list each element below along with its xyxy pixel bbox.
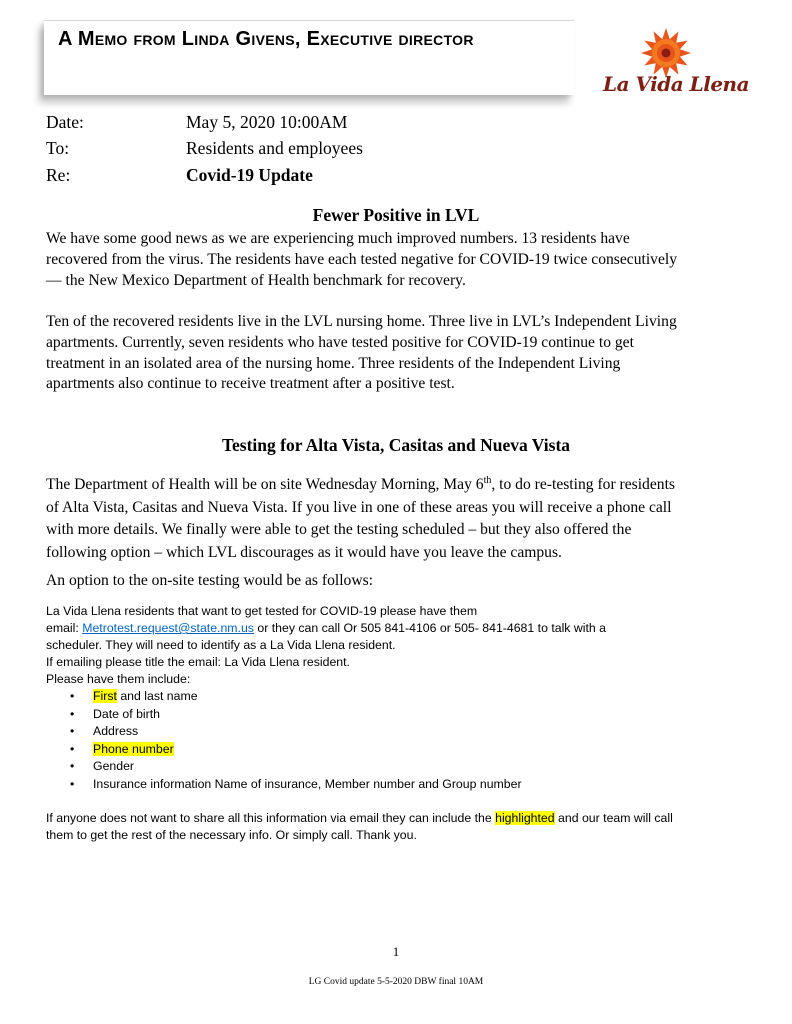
re-row (46, 165, 313, 186)
list-item: • Address (46, 723, 522, 741)
paragraph-recovered-residents (46, 312, 746, 395)
logo-wordmark: La Vida Llena (603, 72, 750, 96)
list-item: • Date of birth (46, 706, 522, 724)
text-line: them to get the rest of the necessary info. Or simply call. Thank you. (46, 828, 417, 842)
section-heading-testing: Testing for Alta Vista, Casitas and Nueva Vista (221, 435, 571, 455)
text-line: scheduler. They will need to identify as a La Vida Llena resident. (46, 638, 396, 652)
bullet-icon: • (70, 776, 75, 791)
highlighted-text: First (93, 689, 117, 703)
text-line: If emailing please title the email: La Vida Llena resident. (46, 655, 350, 669)
highlighted-text: highlighted (495, 811, 555, 825)
paragraph-testing (46, 470, 746, 564)
list-item: • Insurance information Name of insurance, Member number and Group number (46, 776, 522, 794)
bullet-icon: • (70, 689, 75, 703)
list-item: • First and last name (46, 688, 522, 706)
text-line: following option – which LVL discourages as it would have you leave the campus. (46, 543, 562, 561)
option-line: An option to the on-site testing would be as follows: (46, 572, 374, 589)
text-line: Ten of the recovered residents live in the LVL nursing home. Three live in LVL’s Independent Living (46, 313, 677, 330)
to-label: To: (46, 138, 70, 158)
required-info-list (46, 688, 522, 793)
paragraph-good-news (46, 229, 746, 291)
text-line: recovered from the virus. The residents have each tested negative for COVID-19 twice consecutively (46, 250, 678, 268)
bullet-icon: • (70, 759, 75, 773)
list-item (46, 741, 522, 759)
text-line: treatment in an isolated area of the nursing home. Three residents of the Independent Living (46, 354, 621, 372)
date-row (46, 112, 347, 133)
text-line: email: Metrotest.request@state.nm.us or they can call Or 505 841-4106 or 505- 841-4681 to talk with a (46, 621, 606, 635)
text-line: apartments. Currently, seven residents who have tested positive for COVID-19 continue to get (46, 333, 634, 351)
email-link[interactable]: Metrotest.request@state.nm.us (82, 621, 254, 635)
footer-text: LG Covid update 5-5-2020 DBW final 10AM (308, 977, 484, 987)
instructions-block (46, 603, 606, 688)
text-line: with more details. We finally were able to get the testing scheduled – but they also offered the (46, 521, 632, 539)
closing-paragraph (46, 810, 673, 844)
re-label: Re: (46, 165, 71, 185)
page-number: 1 (392, 944, 400, 959)
text-line: of Alta Vista, Casitas and Nueva Vista. If you live in one of these areas you will receive a phone call (46, 498, 672, 516)
text-line: La Vida Llena residents that want to get tested for COVID-19 please have them (46, 604, 478, 618)
to-value: Residents and employees (186, 138, 363, 158)
re-value: Covid-19 Update (186, 165, 313, 185)
date-value: May 5, 2020 10:00AM (186, 112, 348, 132)
date-label: Date: (46, 112, 84, 132)
text-line: The Department of Health will be on site Wednesday Morning, May 6th, to do re-testing for residents (46, 475, 675, 494)
to-row (46, 138, 363, 159)
highlighted-text: Phone number (93, 741, 174, 756)
text-line: We have some good news as we are experiencing much improved numbers. 13 residents have (46, 230, 630, 247)
list-item: • Gender (46, 758, 522, 776)
text-line: If anyone does not want to share all this information via email they can include the highlighted and our team will call (46, 811, 673, 825)
bullet-icon: • (70, 741, 75, 756)
section-heading-fewer-positive: Fewer Positive in LVL (312, 205, 480, 225)
text-line: — the New Mexico Department of Health benchmark for recovery. (46, 271, 466, 289)
bullet-icon: • (70, 724, 75, 738)
bullet-icon: • (70, 706, 75, 721)
text-line: apartments also continue to receive treatment after a positive test. (46, 375, 455, 393)
memo-title: A Memo from Linda Givens, Executive director (58, 28, 474, 50)
text-line: Please have them include: (46, 672, 191, 686)
